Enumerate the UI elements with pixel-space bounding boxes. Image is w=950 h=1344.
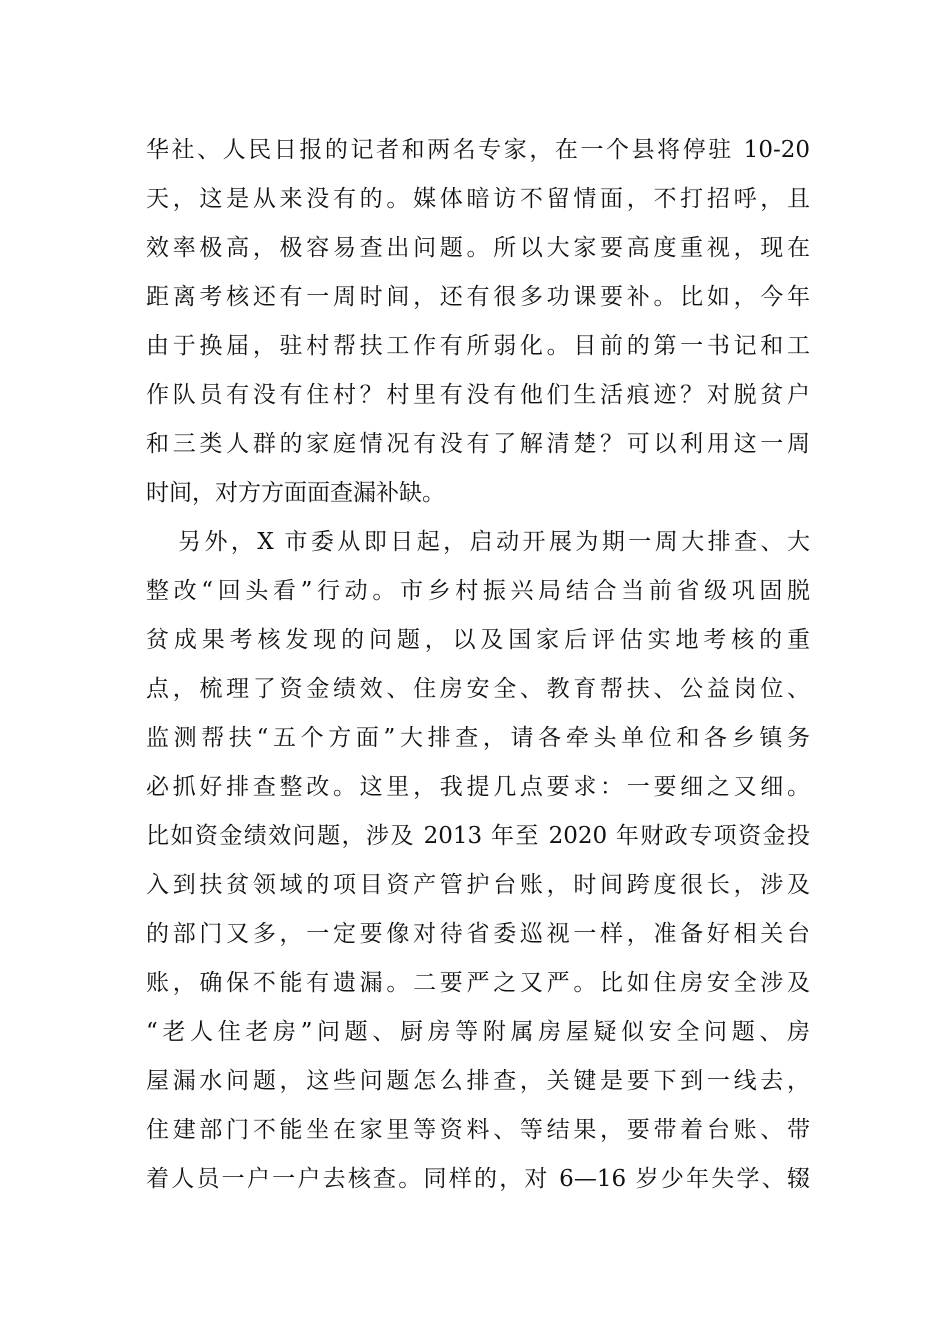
text-line: 距离考核还有一周时间，还有很多功课要补。比如，今年	[146, 284, 810, 310]
text-line: 天，这是从来没有的。媒体暗访不留情面，不打招呼，且	[146, 186, 810, 212]
text-line: 入到扶贫领域的项目资产管护台账，时间跨度很长，涉及	[146, 872, 810, 898]
text-line: 和三类人群的家庭情况有没有了解清楚？可以利用这一周	[146, 431, 810, 457]
text-line: 贫成果考核发现的问题，以及国家后评估实地考核的重	[146, 627, 810, 653]
text-line: 点，梳理了资金绩效、住房安全、教育帮扶、公益岗位、	[146, 676, 810, 702]
text-line: 着人员一户一户去核查。同样的，对 6—16 岁少年失学、辍	[146, 1166, 810, 1192]
text-line: 账，确保不能有遗漏。二要严之又严。比如住房安全涉及	[146, 970, 810, 996]
text-line: 由于换届，驻村帮扶工作有所弱化。目前的第一书记和工	[146, 333, 810, 359]
text-line: 的部门又多，一定要像对待省委巡视一样，准备好相关台	[146, 921, 810, 947]
text-line: 作队员有没有住村？村里有没有他们生活痕迹？对脱贫户	[146, 382, 810, 408]
text-line: “老人住老房”问题、厨房等附属房屋疑似安全问题、房	[146, 1019, 810, 1045]
text-line: 必抓好排查整改。这里，我提几点要求：一要细之又细。	[146, 774, 810, 800]
text-line: 住建部门不能坐在家里等资料、等结果，要带着台账、带	[146, 1117, 810, 1143]
text-line: 效率极高，极容易查出问题。所以大家要高度重视，现在	[146, 235, 810, 261]
paragraph-start-line: 另外，X 市委从即日起，启动开展为期一周大排查、大	[178, 529, 810, 555]
text-line: 比如资金绩效问题，涉及 2013 年至 2020 年财政专项资金投	[146, 823, 810, 849]
body-text	[146, 126, 810, 1204]
text-line: 华社、人民日报的记者和两名专家，在一个县将停驻 10-20	[146, 137, 810, 163]
text-line: 时间，对方方面面查漏补缺。	[146, 480, 445, 506]
text-line: 屋漏水问题，这些问题怎么排查，关键是要下到一线去，	[146, 1068, 810, 1094]
text-line: 整改“回头看”行动。市乡村振兴局结合当前省级巩固脱	[146, 578, 810, 604]
text-line: 监测帮扶“五个方面”大排查，请各牵头单位和各乡镇务	[146, 725, 810, 751]
